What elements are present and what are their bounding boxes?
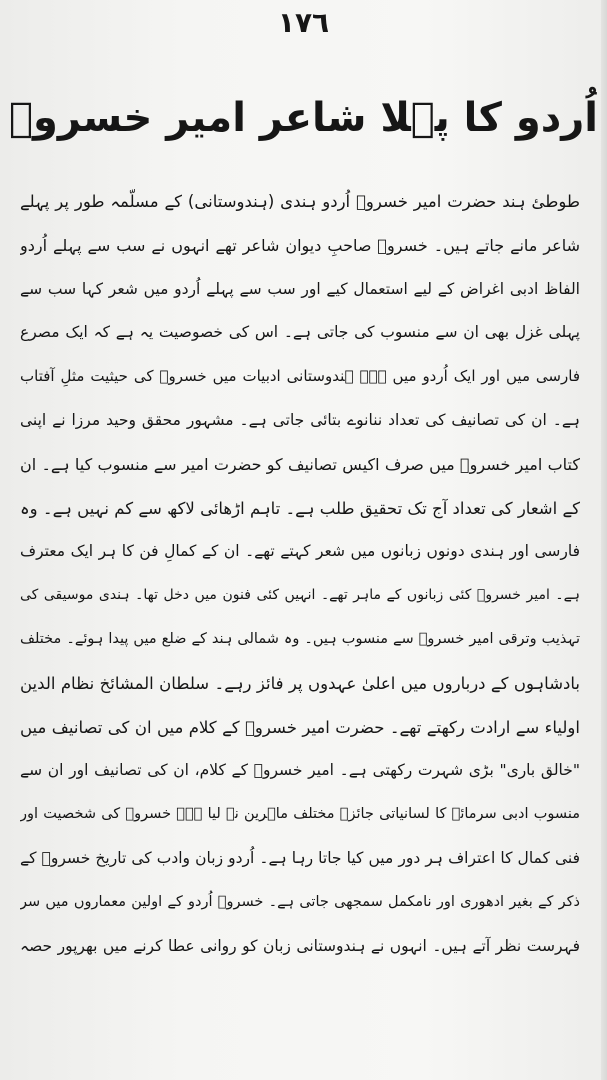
text-line: "خالق باری" بڑی شہرت رکھتی ہے۔ امیر خسروؔ کے کلام، ان کی تصانیف اور ان سے <box>20 761 580 780</box>
text-line: ہے۔ امیر خسروؔ کئی زبانوں کے ماہر تھے۔ انہیں کئی فنون میں دخل تھا۔ ہندی موسیقی کی <box>20 587 580 604</box>
chapter-title: اُردو کا پہلا شاعر امیر خسروؔ <box>9 95 598 141</box>
text-line: الفاظ ادبی اغراض کے لیے استعمال کیے اور سب سے پہلے اُردو میں شعر کہا سب سے <box>20 279 580 298</box>
body-paragraph <box>20 180 580 968</box>
page-edge <box>601 0 607 1080</box>
text-line: ذکر کے بغیر ادھوری اور نامکمل سمجھی جاتی ہے۔ خسروؔ اُردو کے اولین معماروں میں سر <box>20 893 580 910</box>
text-line: پہلی غزل بھی ان سے منسوب کی جاتی ہے۔ اس کی خصوصیت یہ ہے کہ ایک مصرع <box>20 323 580 342</box>
text-line: بادشاہوں کے درباروں میں اعلیٰ عہدوں پر فائز رہے۔ سلطان المشائخ نظام الدین <box>20 673 580 693</box>
text-line: فہرست نظر آتے ہیں۔ انہوں نے ہندوستانی زبان کو روانی عطا کرنے میں بھرپور حصہ <box>20 936 580 955</box>
page-number: ١٧٦ <box>277 6 330 39</box>
text-line: فارسی میں اور ایک اُردو میں ہے۔ ہندوستانی ادبیات میں خسروؔ کی حیثیت مثلِ آفتاب <box>20 367 580 386</box>
text-line: اولیاء سے ارادت رکھتے تھے۔ حضرت امیر خسروؔ کے کلام میں ان کی تصانیف میں <box>20 717 580 737</box>
text-line: کتاب امیر خسروؔ میں صرف اکیس تصانیف کو حضرت امیر سے منسوب کیا ہے۔ ان <box>20 454 580 474</box>
text-line: تہذیب وترقی امیر خسروؔ سے منسوب ہیں۔ وہ شمالی ہند کے ضلع میں پیدا ہوئے۔ مختلف <box>20 630 580 647</box>
text-line: فنی کمال کا اعتراف ہر دور میں کیا جاتا رہا ہے۔ اُردو زبان وادب کی تاریخ خسروؔ کے <box>20 848 580 867</box>
text-line: فارسی اور ہندی دونوں زبانوں میں شعر کہتے تھے۔ ان کے کمالِ فن کا ہر ایک معترف <box>20 542 580 561</box>
text-line: طوطئ ہند حضرت امیر خسروؔ اُردو ہندی (ہندوستانی) کے مسلّمہ طور پر پہلے <box>20 192 580 211</box>
text-line: کے اشعار کی تعداد آج تک تحقیق طلب ہے۔ تاہم اڑھائی لاکھ سے کم نہیں ہے۔ وہ <box>20 498 580 518</box>
text-line: منسوب ادبی سرمائے کا لسانیاتی جائزہ مختلف ماہرین نے لیا ہے۔ خسروؔ کی شخصیت اور <box>20 806 580 823</box>
text-line: شاعر مانے جاتے ہیں۔ خسروؔ صاحبِ دیوان شاعر تھے انہوں نے سب سے پہلے اُردو <box>20 235 580 255</box>
text-line: ہے۔ ان کی تصانیف کی تعداد ننانوے بتائی جاتی ہے۔ مشہور محقق وحید مرزا نے اپنی <box>20 410 580 429</box>
